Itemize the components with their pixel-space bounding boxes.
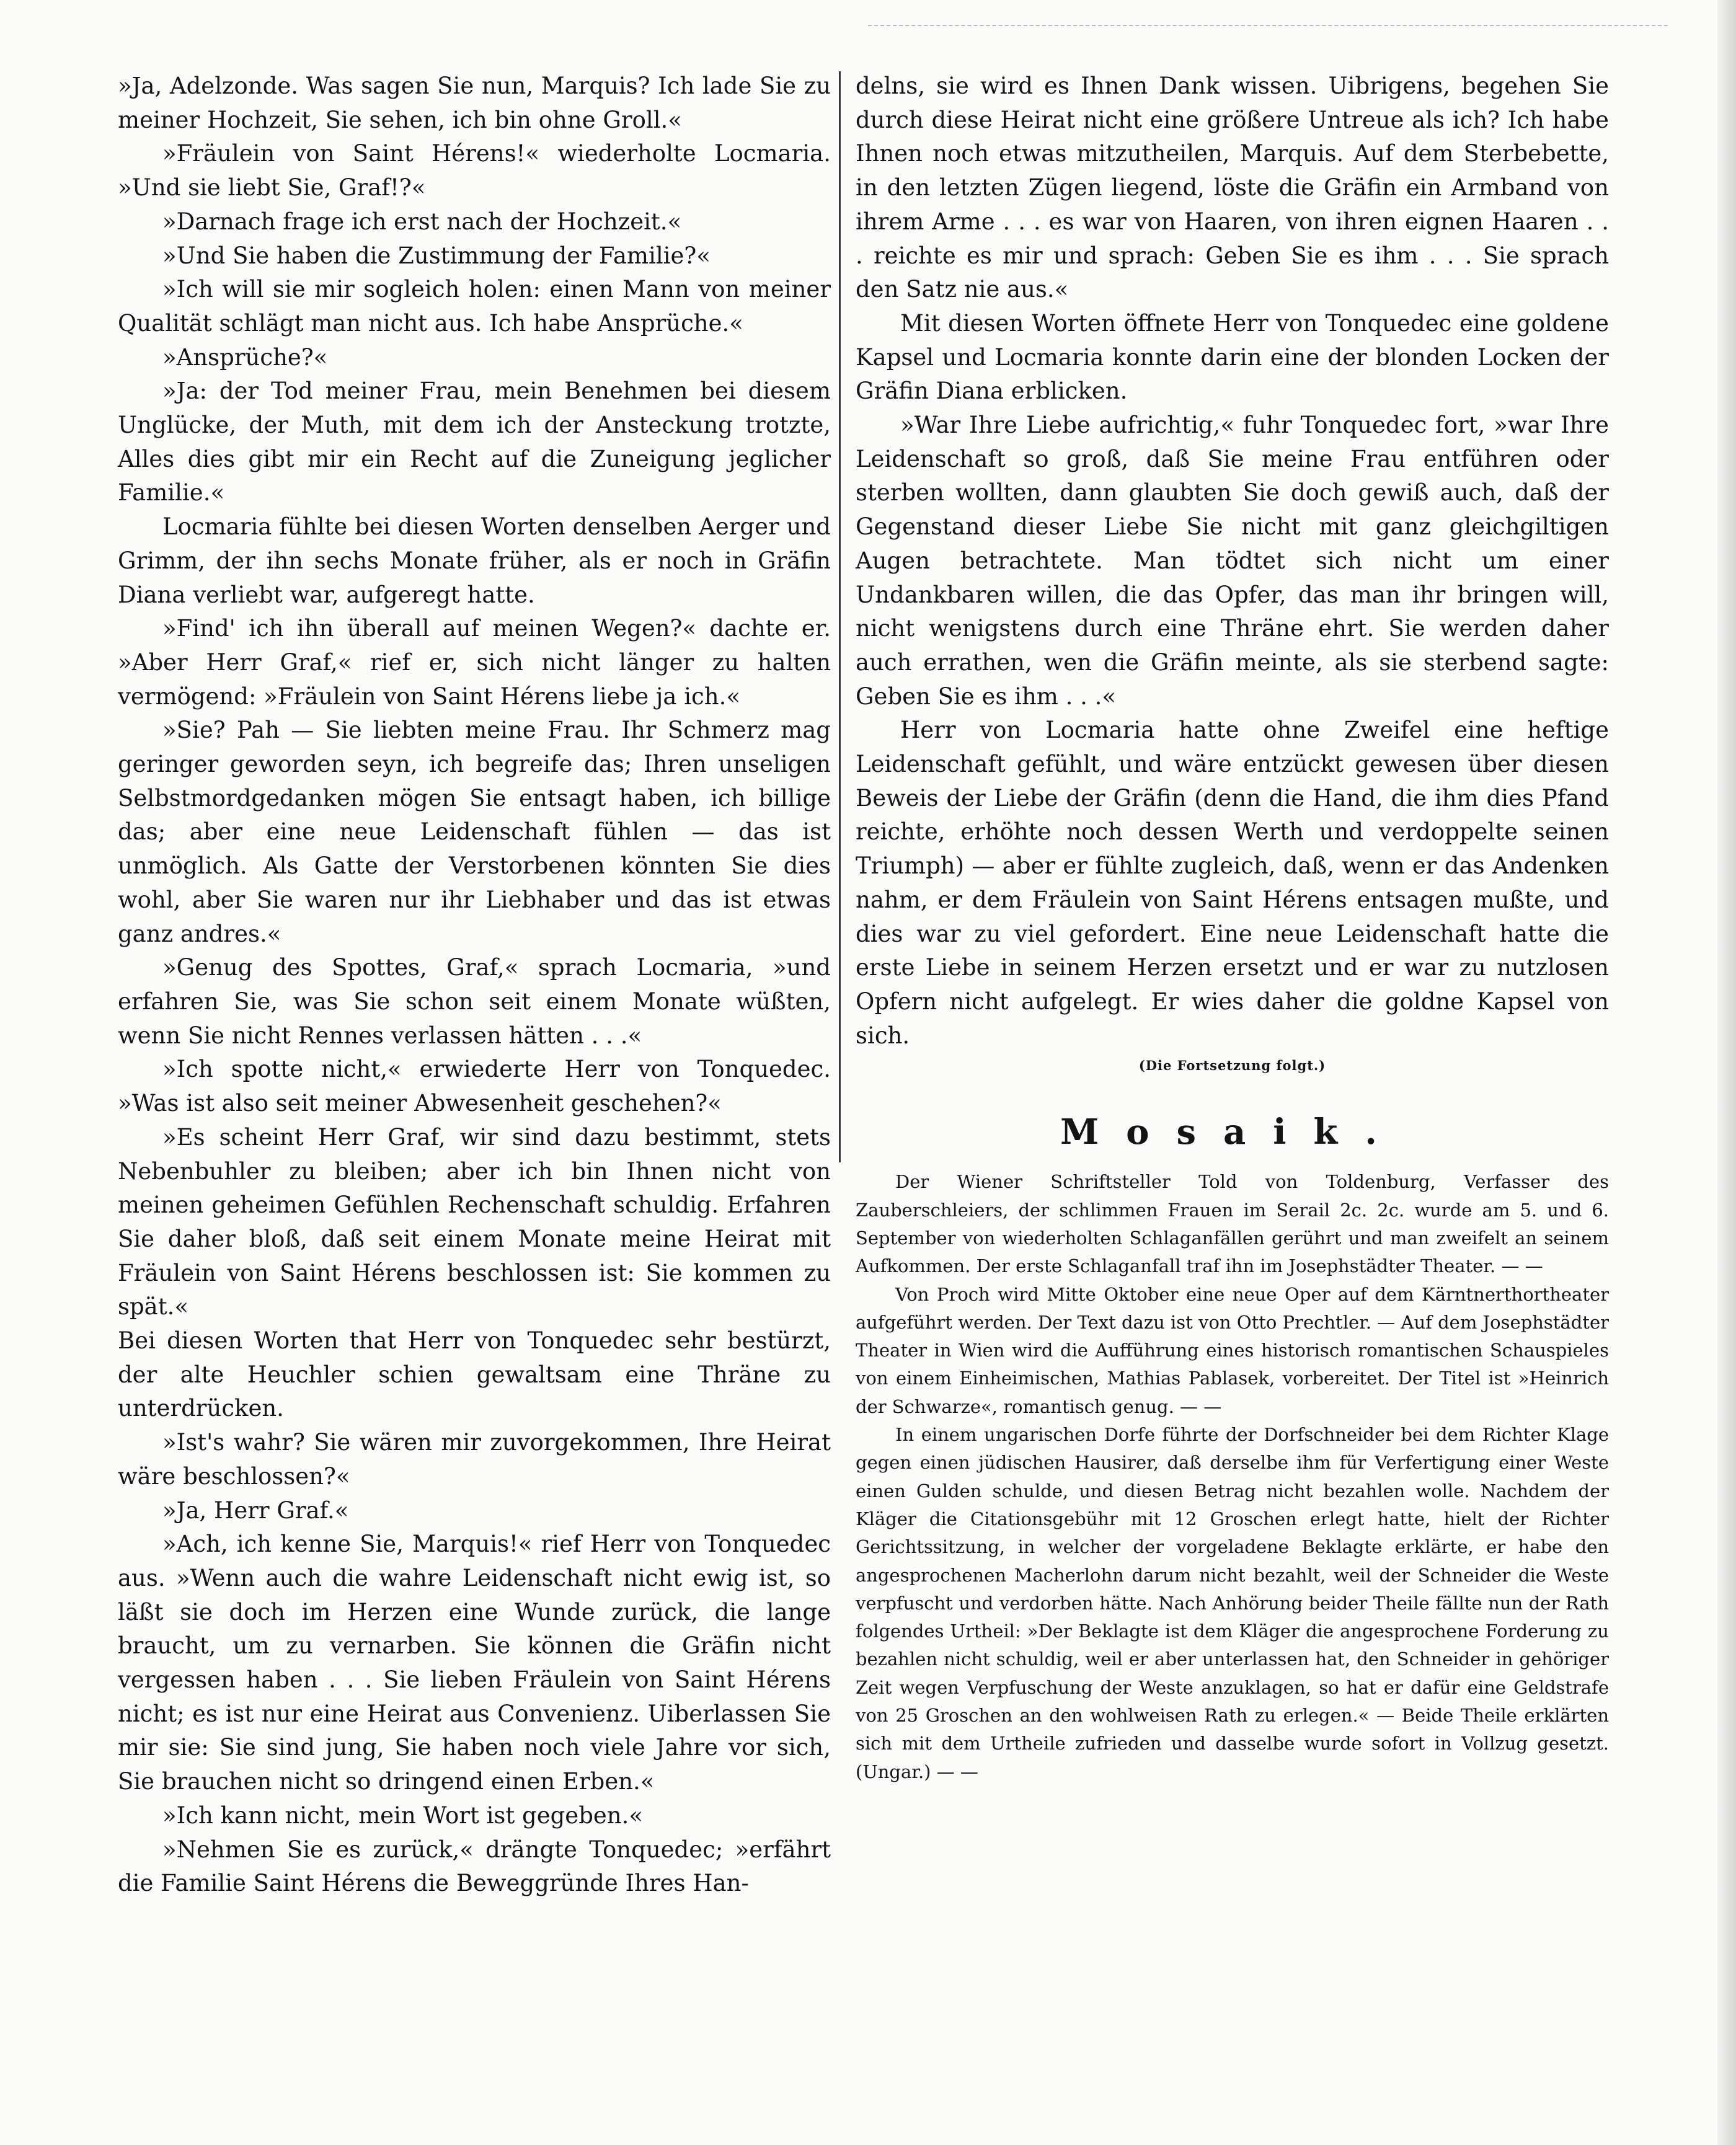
- paragraph: Locmaria fühlte bei diesen Worten denselben Aerger und Grimm, der ihn sechs Monate früher, als er noch in Gräfin Diana verliebt war, aufgeregt hatte.: [118, 513, 831, 608]
- paragraph: »Ja, Adelzonde. Was sagen Sie nun, Marquis? Ich lade Sie zu meiner Hochzeit, Sie sehen, ich bin ohne Groll.«: [118, 73, 831, 133]
- page-edge-shadow: [1717, 0, 1736, 2145]
- column-divider: [839, 71, 841, 1162]
- paragraph: »Ja: der Tod meiner Frau, mein Benehmen bei diesem Unglücke, der Muth, mit dem ich der Ansteckung trotzte, Alles dies gibt mir ein Recht auf die Zuneigung jeglicher Familie.«: [118, 378, 831, 506]
- paragraph: »Ich spotte nicht,« erwiederte Herr von Tonquedec. »Was ist also seit meiner Abwesenheit geschehen?«: [118, 1056, 831, 1117]
- top-dashed-rule: [868, 25, 1668, 26]
- left-column: [118, 69, 831, 1901]
- paragraph: »Darnach frage ich erst nach der Hochzeit.«: [162, 208, 682, 235]
- mosaic-item: Von Proch wird Mitte Oktober eine neue Oper auf dem Kärntnerthortheater aufgeführt werden. Der Text dazu ist von Otto Prechtler. — Auf dem Josephstädter Theater in Wien wird die Aufführung eines historisch romantischen Schauspieles von einem Einheimischen, Mathias Pablasek, vorbereitet. Der Titel ist »Heinrich der Schwarze«, romantisch genug. — —: [856, 1283, 1609, 1417]
- mosaic-item: Der Wiener Schriftsteller Told von Toldenburg, Verfasser des Zauberschleiers, der schlimmen Frauen im Serail 2c. 2c. wurde am 5. und 6. September von wiederholten Schlaganfällen gerührt und man zweifelt an seinem Aufkommen. Der erste Schlaganfall traf ihn im Josephstädter Theater. — —: [856, 1171, 1609, 1277]
- paragraph: »Ja, Herr Graf.«: [162, 1497, 349, 1524]
- mosaic-section-title: Mosaik.: [1060, 1112, 1404, 1153]
- paragraph: Mit diesen Worten öffnete Herr von Tonquedec eine goldene Kapsel und Locmaria konnte darin eine der blonden Locken der Gräfin Diana erblicken.: [856, 309, 1609, 405]
- paragraph: »Sie? Pah — Sie liebten meine Frau. Ihr Schmerz mag geringer geworden seyn, ich begreife das; Ihren unseligen Selbstmordgedanken mögen Sie entsagt haben, ich billige das; aber eine neue Leidenschaft fühlen — das ist unmöglich. Als Gatte der Verstorbenen könnten Sie dies wohl, aber Sie waren nur ihr Liebhaber und das ist etwas ganz andres.«: [118, 717, 831, 947]
- mosaic-item: In einem ungarischen Dorfe führte der Dorfschneider bei dem Richter Klage gegen einen jüdischen Hausirer, daß derselbe ihm für Verfertigung einer Weste einen Gulden schulde, und diesen Betrag nicht bezahlen wolle. Nachdem der Kläger die Citationsgebühr mit 12 Groschen erlegt hatte, hielt der Richter Gerichtssitzung, in welcher der vorgeladene Beklagte erklärte, er habe den angesprochenen Macherlohn darum nicht bezahlt, weil der Schneider die Weste verpfuscht und verdorben hätte. Nach Anhörung beider Theile fällte nun der Rath folgendes Urtheil: »Der Beklagte ist dem Kläger die angesprochene Forderung zu bezahlen nicht schuldig, weil er aber unterlassen hat, den Schneider in gehöriger Zeit wegen Verpfuschung der Weste anzuklagen, so hat er dafür eine Geldstrafe von 25 Groschen an den wohlweisen Rath zu erlegen.« — Beide Theile erklärten sich mit dem Urtheile zufrieden und dasselbe wurde sofort in Vollzug gesetzt. (Ungar.) — —: [856, 1424, 1609, 1782]
- paragraph: delns, sie wird es Ihnen Dank wissen. Uibrigens, begehen Sie durch diese Heirat nicht eine größere Untreue als ich? Ich habe Ihnen noch etwas mitzutheilen, Marquis. Auf dem Sterbebette, in den letzten Zügen liegend, löste die Gräfin ein Armband von ihrem Arme . . . es war von Haaren, von ihren eignen Haaren . . . reichte es mir und sprach: Geben Sie es ihm . . . Sie sprach den Satz nie aus.«: [856, 73, 1609, 303]
- paragraph: »Ich kann nicht, mein Wort ist gegeben.«: [162, 1802, 644, 1829]
- paragraph: »Es scheint Herr Graf, wir sind dazu bestimmt, stets Nebenbuhler zu bleiben; aber ich bin Ihnen nicht von meinen geheimen Gefühlen Rechenschaft schuldig. Erfahren Sie daher bloß, daß seit einem Monate meine Heirat mit Fräulein von Saint Hérens beschlossen ist: Sie kommen zu spät.«: [118, 1123, 831, 1320]
- paragraph: »Nehmen Sie es zurück,« drängte Tonquedec; »erfährt die Familie Saint Hérens die Beweggründe Ihres Han-: [118, 1836, 831, 1897]
- continued-note: (Die Fortsetzung folgt.): [1138, 1058, 1326, 1074]
- paragraph: Herr von Locmaria hatte ohne Zweifel eine heftige Leidenschaft gefühlt, und wäre entzückt gewesen über diesen Beweis der Liebe der Gräfin (denn die Hand, die ihm dies Pfand reichte, erhöhte noch dessen Werth und verdoppelte seinen Triumph) — aber er fühlte zugleich, daß, wenn er das Andenken nahm, er dem Fräulein von Saint Hérens entsagen mußte, und dies war zu viel gefordert. Eine neue Leidenschaft hatte die erste Liebe in seinem Herzen ersetzt und er war zu nutzlosen Opfern nicht aufgelegt. Er wies daher die goldne Kapsel von sich.: [856, 717, 1609, 1049]
- paragraph: »Ansprüche?«: [162, 343, 328, 371]
- paragraph: »Ist's wahr? Sie wären mir zuvorgekommen, Ihre Heirat wäre beschlossen?«: [118, 1429, 831, 1490]
- paragraph: »Ich will sie mir sogleich holen: einen Mann von meiner Qualität schlägt man nicht aus. Ich habe Ansprüche.«: [118, 276, 831, 337]
- paragraph: »Find' ich ihn überall auf meinen Wegen?« dachte er. »Aber Herr Graf,« rief er, sich nicht länger zu halten vermögend: »Fräulein von Saint Hérens liebe ja ich.«: [118, 615, 831, 710]
- paragraph: »Und Sie haben die Zustimmung der Familie?«: [162, 242, 711, 269]
- paragraph: »Fräulein von Saint Hérens!« wiederholte Locmaria. »Und sie liebt Sie, Graf!?«: [118, 140, 831, 201]
- right-column: [856, 69, 1609, 1786]
- paragraph: »Ach, ich kenne Sie, Marquis!« rief Herr von Tonquedec aus. »Wenn auch die wahre Leidenschaft nicht ewig ist, so läßt sie doch im Herzen eine Wunde zurück, die lange braucht, um zu vernarben. Sie können die Gräfin nicht vergessen haben . . . Sie lieben Fräulein von Saint Hérens nicht; es ist nur eine Heirat aus Convenienz. Uiberlassen Sie mir sie: Sie sind jung, Sie haben noch viele Jahre vor sich, Sie brauchen nicht so dringend einen Erben.«: [118, 1531, 831, 1795]
- paragraph: »War Ihre Liebe aufrichtig,« fuhr Tonquedec fort, »war Ihre Leidenschaft so groß, daß Sie meine Frau entführen oder sterben wollten, dann glaubten Sie doch gewiß auch, daß der Gegenstand dieser Liebe Sie nicht mit ganz gleichgiltigen Augen betrachtete. Man tödtet sich nicht um einer Undankbaren willen, die das Opfer, das man ihr bringen will, nicht wenigstens durch eine Thräne ehrt. Sie werden daher auch errathen, wen die Gräfin meinte, als sie sterbend sagte: Geben Sie es ihm . . .«: [856, 412, 1609, 710]
- paragraph: Bei diesen Worten that Herr von Tonquedec sehr bestürzt, der alte Heuchler schien gewaltsam eine Thräne zu unterdrücken.: [118, 1327, 831, 1422]
- paragraph: »Genug des Spottes, Graf,« sprach Locmaria, »und erfahren Sie, was Sie schon seit einem Monate wüßten, wenn Sie nicht Rennes verlassen hätten . . .«: [118, 954, 831, 1049]
